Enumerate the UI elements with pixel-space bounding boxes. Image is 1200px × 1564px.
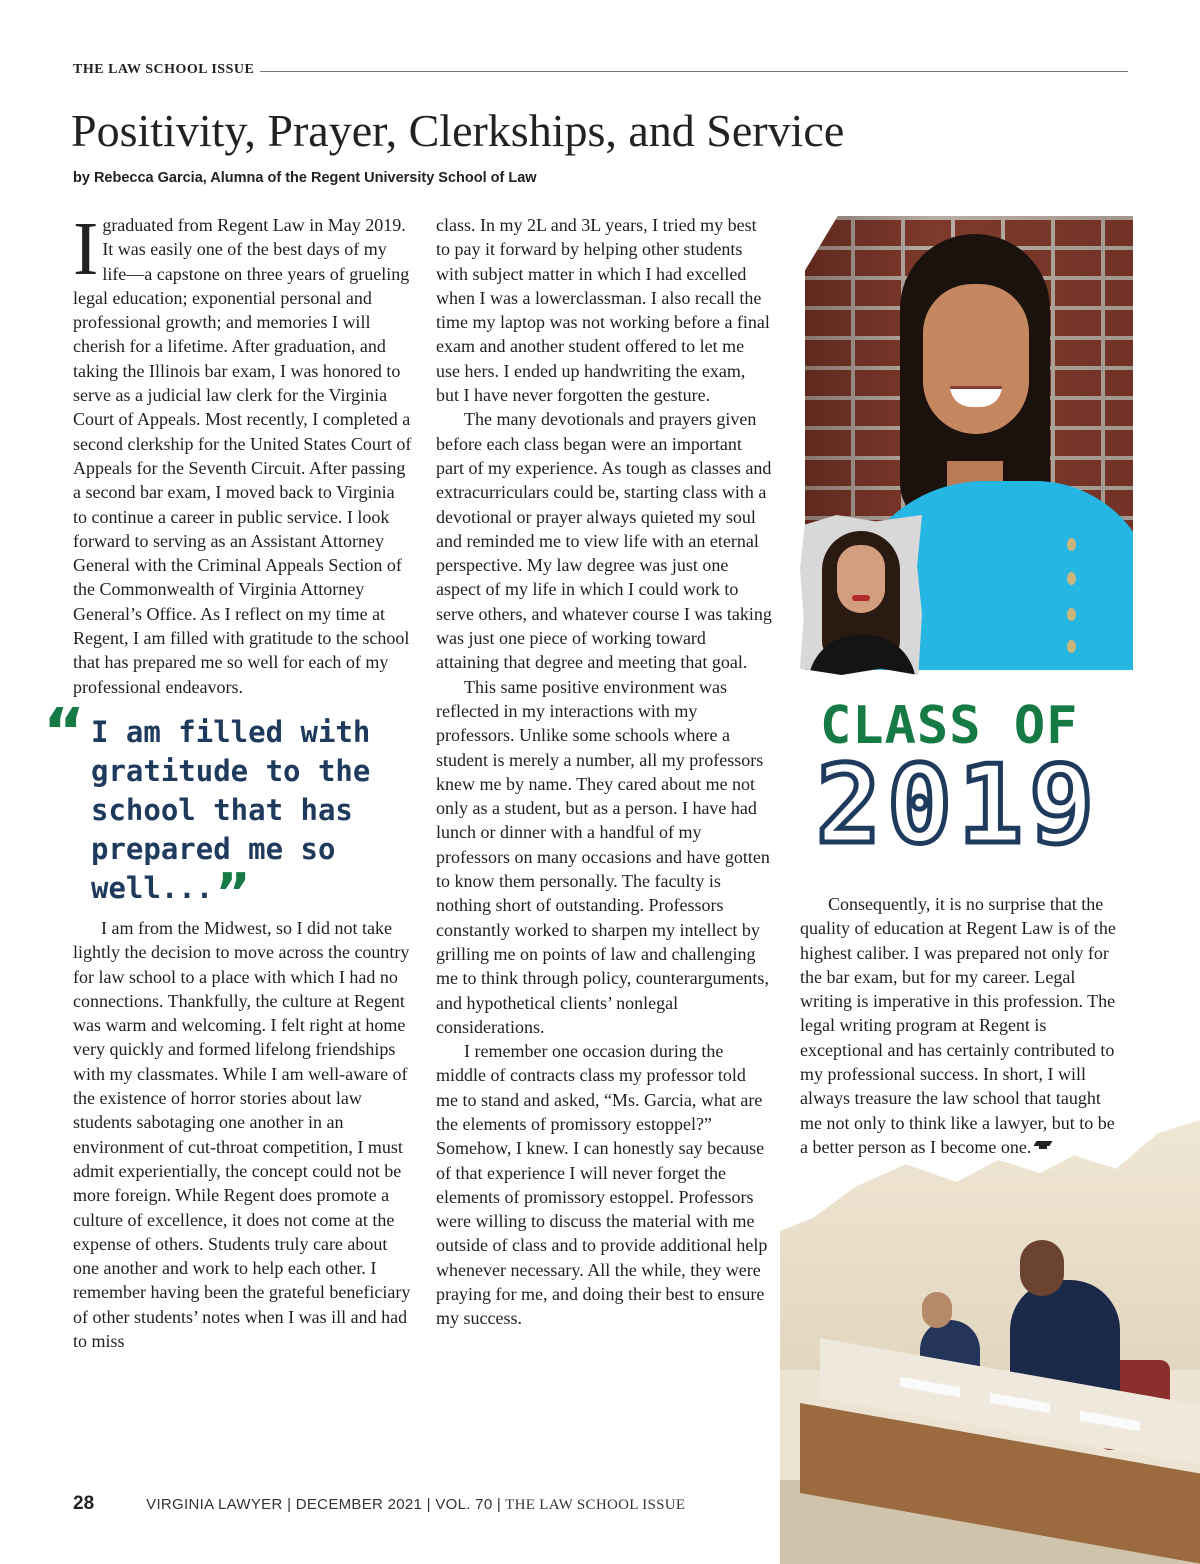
photo-face bbox=[923, 284, 1029, 434]
column-3 bbox=[800, 892, 1126, 1159]
jacket-button bbox=[1067, 640, 1076, 653]
section-header bbox=[73, 60, 1128, 80]
column-1 bbox=[43, 207, 413, 1353]
class-of-label: CLASS OF bbox=[820, 696, 1079, 756]
student-head bbox=[922, 1292, 952, 1328]
footer-issue: THE LAW SCHOOL ISSUE bbox=[505, 1497, 686, 1513]
paragraph: I am from the Midwest, so I did not take lightly the decision to move across the country for law school to a place with which I had no connections. Thankfully, the culture at Regent was warm and welcoming. I felt right at home very quickly and formed lifelong friendships with my classmates. While I am well-aware of the existence of horror stories about law students sabotaging one another in an environment of cut-throat competition, I must admit experientially, the concept could not be more foreign. While Regent does promote a culture of excellence, it does not come at the expense of others. Students truly care about one another and work to help each other. I remember having been the grateful beneficiary of other students’ notes when I was ill and had to miss bbox=[73, 917, 411, 1351]
footer-publication: VIRGINIA LAWYER | DECEMBER 2021 | VOL. 70 | bbox=[146, 1496, 502, 1513]
close-quote-icon: ” bbox=[215, 861, 251, 925]
jacket-button bbox=[1067, 608, 1076, 621]
page-footer bbox=[73, 1493, 685, 1515]
paragraph-text: Consequently, it is no surprise that the quality of education at Regent Law is of the highest caliber. I was prepared not only for the bar exam, but for my career. Legal writing is imperative in this profession. The legal writing program at Regent is exceptional and has certainly contributed to my professional success. In short, I will always treasure the law school that taught me not only to think like a lawyer, but to be a better person as I become one. bbox=[800, 894, 1116, 1157]
paragraph bbox=[73, 207, 413, 699]
class-year: 2019 bbox=[816, 743, 1101, 868]
page-number: 28 bbox=[73, 1493, 95, 1514]
student-head bbox=[1020, 1240, 1064, 1296]
paragraph: This same positive environment was reflected in my interactions with my professors. Unlike some schools where a student is merely a number, all my professors knew me by name. They cared about me not only as a student, but as a person. I have had lunch or dinner with a handful of my professors on many occasions and have gotten to know them personally. The faculty is nothing short of outstanding. Professors constantly worked to sharpen my intellect by grilling me on points of law and challenging me to think through policy, counterarguments, and hypothetical clients’ nonlegal considerations. bbox=[436, 676, 770, 1037]
section-rule bbox=[260, 71, 1128, 72]
jacket-button bbox=[1067, 538, 1076, 551]
pull-quote bbox=[43, 695, 413, 925]
classroom-photo bbox=[780, 1120, 1200, 1564]
drop-cap: I bbox=[73, 207, 99, 291]
headshot-lips bbox=[852, 595, 870, 601]
article-byline: by Rebecca Garcia, Alumna of the Regent University School of Law bbox=[73, 170, 537, 186]
paragraph-text: graduated from Regent Law in May 2019. It was easily one of the best days of my life—a capstone on three years of grueling legal education; exponential personal and professional growth; and memories I will cherish for a lifetime. After graduation, and taking the Illinois bar exam, I was honored to serve as a judicial law clerk for the Virginia Court of Appeals. Most recently, I completed a second clerkship for the United States Court of Appeals for the Seventh Circuit. After passing a second bar exam, I moved back to Virginia to continue a career in public service. I look forward to serving as an Assistant Attorney General with the Criminal Appeals Section of the Commonwealth of Virginia Attorney General’s Office. As I reflect on my time at Regent, I am filled with gratitude to the school that has prepared me so well for each of my professional endeavors. bbox=[73, 215, 412, 697]
open-quote-icon: “ bbox=[43, 695, 86, 770]
pull-quote-text: I am filled with gratitude to the school that has prepared me so well... bbox=[91, 714, 371, 905]
paragraph: I remember one occasion during the middle of contracts class my professor told me to stand and asked, “Ms. Garcia, what are the elements of promissory estoppel?” Somehow, I knew. I can honestly say because of that experience I will never forget the elements of promissory estoppel. Professors were willing to discuss the material with me outside of class and to provide additional help whenever necessary. All the while, they were praying for me, and doing their best to ensure my success. bbox=[436, 1041, 768, 1329]
paragraph bbox=[800, 892, 1126, 1159]
column-2 bbox=[436, 213, 772, 1331]
author-headshot bbox=[800, 515, 922, 675]
paragraph: The many devotionals and prayers given before each class began were an important part of my experience. As tough as classes and extracurriculars could be, starting class with a devotional or prayer always quieted my soul and reminded me to view life with an eternal perspective. My law degree was just one aspect of my life in which I could work to serve others, and whatever course I was taking was just one piece of working toward attaining that degree and meeting that goal. bbox=[436, 409, 772, 673]
section-label: THE LAW SCHOOL ISSUE bbox=[73, 62, 255, 77]
paragraph: class. In my 2L and 3L years, I tried my best to pay it forward by helping other students with subject matter in which I had excelled when I was a lowerclassman. I also recall the time my laptop was not working before a final exam and another student offered to let me use hers. I ended up handwriting the exam, but I have never forgotten the gesture. bbox=[436, 215, 770, 406]
article-title: Positivity, Prayer, Clerkships, and Service bbox=[71, 105, 845, 156]
headshot-face bbox=[837, 545, 885, 613]
graduation-cap-icon bbox=[1035, 1139, 1051, 1151]
jacket-button bbox=[1067, 572, 1076, 585]
